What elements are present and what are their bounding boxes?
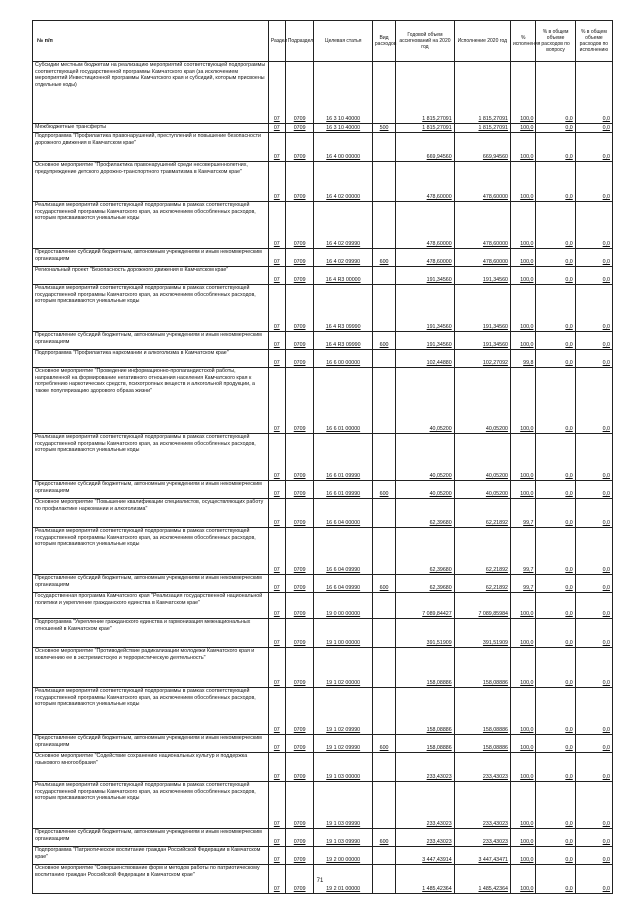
- row-share-fact: 0,0: [575, 688, 612, 735]
- row-target-article: 19 1 03 09990: [314, 782, 372, 829]
- row-plan: 158,08886: [396, 735, 454, 753]
- row-expense-type: 600: [372, 481, 395, 499]
- row-share-plan: 0,0: [536, 368, 575, 434]
- row-podrazdel: 0709: [285, 735, 314, 753]
- row-target-article: 19 0 00 00000: [314, 593, 372, 619]
- row-name: Межбюджетные трансферты: [33, 124, 269, 133]
- row-expense-type: [372, 782, 395, 829]
- row-name: Основное мероприятие "Противодействие радикализации молодежи Камчатского края и вовлечению ее в экстремистскую и террористическую деятельность": [33, 648, 269, 688]
- row-podrazdel: 0709: [285, 499, 314, 528]
- table-row: [33, 350, 613, 368]
- row-plan: 233,43023: [396, 782, 454, 829]
- row-percent: 100,0: [510, 249, 535, 267]
- row-fact: 40,05200: [454, 368, 510, 434]
- row-razdel: 07: [268, 865, 285, 894]
- table-row: [33, 267, 613, 285]
- row-target-article: 16 4 R3 09990: [314, 332, 372, 350]
- row-plan: 233,43023: [396, 829, 454, 847]
- row-razdel: 07: [268, 782, 285, 829]
- row-plan: 233,43023: [396, 753, 454, 782]
- row-percent: 99,7: [510, 499, 535, 528]
- row-target-article: 19 1 03 00000: [314, 753, 372, 782]
- row-share-fact: 0,0: [575, 62, 612, 124]
- row-share-fact: 0,0: [575, 434, 612, 481]
- row-share-plan: 0,0: [536, 350, 575, 368]
- row-fact: 191,34560: [454, 285, 510, 332]
- row-name: Региональный проект "Безопасность дорожного движения в Камчатском крае": [33, 267, 269, 285]
- table-row: [33, 162, 613, 202]
- row-plan: 40,05200: [396, 368, 454, 434]
- table-row: [33, 124, 613, 133]
- row-podrazdel: 0709: [285, 829, 314, 847]
- row-podrazdel: 0709: [285, 753, 314, 782]
- row-podrazdel: 0709: [285, 847, 314, 865]
- row-fact: 62,21892: [454, 528, 510, 575]
- row-expense-type: [372, 62, 395, 124]
- row-razdel: 07: [268, 124, 285, 133]
- row-fact: 40,05200: [454, 481, 510, 499]
- row-podrazdel: 0709: [285, 528, 314, 575]
- row-target-article: 16 6 04 09990: [314, 575, 372, 593]
- table-row: [33, 688, 613, 735]
- row-name: Реализация мероприятий соответствующей подпрограммы в рамках соответствующей государственной программы Камчатского края, за исключением обособленных расходов, которым присваиваются уникальные коды: [33, 688, 269, 735]
- row-percent: 100,0: [510, 124, 535, 133]
- row-razdel: 07: [268, 575, 285, 593]
- row-share-plan: 0,0: [536, 481, 575, 499]
- row-percent: 100,0: [510, 202, 535, 249]
- row-target-article: 16 3 10 40000: [314, 124, 372, 133]
- row-razdel: 07: [268, 499, 285, 528]
- row-podrazdel: 0709: [285, 249, 314, 267]
- header-share-fact: % в общем объеме расходов по исполнению: [575, 21, 612, 62]
- row-podrazdel: 0709: [285, 648, 314, 688]
- row-plan: 40,05200: [396, 434, 454, 481]
- row-expense-type: [372, 267, 395, 285]
- row-expense-type: [372, 619, 395, 648]
- row-razdel: 07: [268, 619, 285, 648]
- row-share-fact: 0,0: [575, 575, 612, 593]
- header-razdel: Раздел: [268, 21, 285, 62]
- row-share-fact: 0,0: [575, 124, 612, 133]
- table-row: [33, 434, 613, 481]
- row-name: Подпрограмма "Профилактика правонарушений, преступлений и повышение безопасности дорожного движения в Камчатском крае": [33, 133, 269, 162]
- row-percent: 100,0: [510, 847, 535, 865]
- row-target-article: 16 6 01 09990: [314, 481, 372, 499]
- row-percent: 100,0: [510, 332, 535, 350]
- row-plan: 478,60000: [396, 202, 454, 249]
- row-name: Основное мероприятие "Повышение квалификации специалистов, осуществляющих работу по профилактике наркомании и алкоголизма": [33, 499, 269, 528]
- document-page: [32, 20, 613, 894]
- row-percent: 100,0: [510, 753, 535, 782]
- row-fact: 669,94560: [454, 133, 510, 162]
- row-share-fact: 0,0: [575, 202, 612, 249]
- row-expense-type: [372, 648, 395, 688]
- row-podrazdel: 0709: [285, 619, 314, 648]
- row-podrazdel: 0709: [285, 202, 314, 249]
- row-expense-type: [372, 688, 395, 735]
- row-razdel: 07: [268, 593, 285, 619]
- row-name: Государственная программа Камчатского края "Реализация государственной национальной политики и укрепление гражданского единства в Камчатском крае": [33, 593, 269, 619]
- row-share-fact: 0,0: [575, 249, 612, 267]
- row-fact: 102,27092: [454, 350, 510, 368]
- row-expense-type: 600: [372, 332, 395, 350]
- header-csr: Целевая статья: [314, 21, 372, 62]
- row-percent: 100,0: [510, 782, 535, 829]
- table-row: [33, 753, 613, 782]
- table-row: [33, 648, 613, 688]
- row-fact: 158,08886: [454, 688, 510, 735]
- row-fact: 1 815,27091: [454, 124, 510, 133]
- row-razdel: 07: [268, 829, 285, 847]
- row-expense-type: [372, 528, 395, 575]
- row-razdel: 07: [268, 434, 285, 481]
- row-target-article: 19 1 03 09990: [314, 829, 372, 847]
- table-row: [33, 368, 613, 434]
- header-plan: Годовой объем ассигнований на 2020 год: [396, 21, 454, 62]
- row-plan: 102,44880: [396, 350, 454, 368]
- row-podrazdel: 0709: [285, 267, 314, 285]
- row-razdel: 07: [268, 62, 285, 124]
- table-row: [33, 575, 613, 593]
- row-razdel: 07: [268, 688, 285, 735]
- row-target-article: 16 4 00 00000: [314, 133, 372, 162]
- row-podrazdel: 0709: [285, 593, 314, 619]
- row-target-article: 19 2 00 00000: [314, 847, 372, 865]
- row-percent: 100,0: [510, 619, 535, 648]
- row-podrazdel: 0709: [285, 782, 314, 829]
- row-share-plan: 0,0: [536, 575, 575, 593]
- row-plan: 62,39680: [396, 499, 454, 528]
- row-share-plan: 0,0: [536, 865, 575, 894]
- row-share-fact: 0,0: [575, 593, 612, 619]
- row-plan: 191,34560: [396, 332, 454, 350]
- row-share-plan: 0,0: [536, 62, 575, 124]
- row-fact: 62,21892: [454, 575, 510, 593]
- row-fact: 478,60000: [454, 249, 510, 267]
- header-share-plan: % в общем объеме расходов по вопросу: [536, 21, 575, 62]
- table-row: [33, 847, 613, 865]
- row-expense-type: 600: [372, 249, 395, 267]
- row-name: Предоставление субсидий бюджетным, автономным учреждениям и иным некоммерческим организациям: [33, 735, 269, 753]
- row-target-article: 19 1 00 00000: [314, 619, 372, 648]
- row-share-plan: 0,0: [536, 782, 575, 829]
- row-share-plan: 0,0: [536, 332, 575, 350]
- row-razdel: 07: [268, 285, 285, 332]
- row-plan: 158,08886: [396, 648, 454, 688]
- row-podrazdel: 0709: [285, 434, 314, 481]
- row-expense-type: [372, 133, 395, 162]
- row-share-fact: 0,0: [575, 481, 612, 499]
- row-share-plan: 0,0: [536, 434, 575, 481]
- row-plan: 478,60000: [396, 249, 454, 267]
- row-percent: 100,0: [510, 735, 535, 753]
- table-row: [33, 332, 613, 350]
- row-razdel: 07: [268, 528, 285, 575]
- table-row: [33, 829, 613, 847]
- row-fact: 7 089,85984: [454, 593, 510, 619]
- table-row: [33, 528, 613, 575]
- row-share-plan: 0,0: [536, 528, 575, 575]
- row-plan: 669,94560: [396, 133, 454, 162]
- row-plan: 191,34560: [396, 285, 454, 332]
- row-fact: 3 447,43471: [454, 847, 510, 865]
- row-share-plan: 0,0: [536, 124, 575, 133]
- table-row: [33, 285, 613, 332]
- row-percent: 100,0: [510, 829, 535, 847]
- row-share-plan: 0,0: [536, 162, 575, 202]
- row-razdel: 07: [268, 735, 285, 753]
- row-share-fact: 0,0: [575, 162, 612, 202]
- row-name: Основное мероприятие "Совершенствование форм и методов работы по патриотическому воспитанию граждан Российской Федерации в Камчатском крае": [33, 865, 269, 894]
- row-expense-type: 500: [372, 124, 395, 133]
- row-percent: 100,0: [510, 481, 535, 499]
- row-expense-type: [372, 753, 395, 782]
- row-target-article: 16 6 04 09990: [314, 528, 372, 575]
- row-plan: 1 815,27091: [396, 62, 454, 124]
- row-expense-type: [372, 350, 395, 368]
- row-share-plan: 0,0: [536, 133, 575, 162]
- table-row: [33, 593, 613, 619]
- row-share-plan: 0,0: [536, 249, 575, 267]
- row-share-fact: 0,0: [575, 648, 612, 688]
- row-plan: 62,39680: [396, 528, 454, 575]
- row-target-article: 19 1 02 09990: [314, 688, 372, 735]
- row-podrazdel: 0709: [285, 124, 314, 133]
- row-percent: 100,0: [510, 285, 535, 332]
- row-fact: 191,34560: [454, 267, 510, 285]
- header-vr: Вид расходов: [372, 21, 395, 62]
- table-row: [33, 133, 613, 162]
- row-podrazdel: 0709: [285, 133, 314, 162]
- row-podrazdel: 0709: [285, 162, 314, 202]
- row-share-fact: 0,0: [575, 350, 612, 368]
- row-name: Реализация мероприятий соответствующей подпрограммы в рамках соответствующей государственной программы Камчатского края, за исключением обособленных расходов, которым присваиваются уникальные коды: [33, 285, 269, 332]
- row-fact: 1 485,42364: [454, 865, 510, 894]
- row-fact: 1 815,27091: [454, 62, 510, 124]
- row-podrazdel: 0709: [285, 481, 314, 499]
- row-share-plan: 0,0: [536, 267, 575, 285]
- row-razdel: 07: [268, 847, 285, 865]
- row-plan: 7 089,84427: [396, 593, 454, 619]
- row-share-plan: 0,0: [536, 202, 575, 249]
- row-plan: 3 447,43914: [396, 847, 454, 865]
- row-name: Реализация мероприятий соответствующей подпрограммы в рамках соответствующей государственной программы Камчатского края, за исключением обособленных расходов, которым присваиваются уникальные коды: [33, 528, 269, 575]
- row-fact: 233,43023: [454, 782, 510, 829]
- row-expense-type: [372, 162, 395, 202]
- row-name: Предоставление субсидий бюджетным, автономным учреждениям и иным некоммерческим организациям: [33, 829, 269, 847]
- header-podrazdel: Подраздел: [285, 21, 314, 62]
- row-expense-type: [372, 593, 395, 619]
- row-share-plan: 0,0: [536, 619, 575, 648]
- header-fact: Исполнение 2020 год: [454, 21, 510, 62]
- row-name: Субсидии местным бюджетам на реализацию мероприятий соответствующей подпрограммы соответствующей государственной программы Камчатского края (за исключением мероприятий Инвестиционной программы Камчатского края и субсидий, которым присвоены отдельные коды): [33, 62, 269, 124]
- row-expense-type: [372, 847, 395, 865]
- row-razdel: 07: [268, 133, 285, 162]
- row-share-plan: 0,0: [536, 499, 575, 528]
- row-target-article: 16 4 02 09990: [314, 249, 372, 267]
- row-share-fact: 0,0: [575, 782, 612, 829]
- row-percent: 99,7: [510, 528, 535, 575]
- row-razdel: 07: [268, 332, 285, 350]
- row-name: Реализация мероприятий соответствующей подпрограммы в рамках соответствующей государственной программы Камчатского края, за исключением обособленных расходов, которым присваиваются уникальные коды: [33, 434, 269, 481]
- row-fact: 191,34560: [454, 332, 510, 350]
- row-podrazdel: 0709: [285, 368, 314, 434]
- row-name: Реализация мероприятий соответствующей подпрограммы в рамках соответствующей государственной программы Камчатского края, за исключением обособленных расходов, которым присваиваются уникальные коды: [33, 202, 269, 249]
- header-pct: % исполнения: [510, 21, 535, 62]
- row-share-fact: 0,0: [575, 499, 612, 528]
- row-target-article: 16 6 01 00000: [314, 368, 372, 434]
- row-razdel: 07: [268, 162, 285, 202]
- row-target-article: 19 1 02 00000: [314, 648, 372, 688]
- row-plan: 1 485,42364: [396, 865, 454, 894]
- row-expense-type: 600: [372, 735, 395, 753]
- row-plan: 391,51909: [396, 619, 454, 648]
- row-fact: 391,51909: [454, 619, 510, 648]
- row-podrazdel: 0709: [285, 575, 314, 593]
- table-header-row: [33, 21, 613, 62]
- row-percent: 99,8: [510, 350, 535, 368]
- row-plan: 1 815,27091: [396, 124, 454, 133]
- row-name: Предоставление субсидий бюджетным, автономным учреждениям и иным некоммерческим организациям: [33, 481, 269, 499]
- table-row: [33, 499, 613, 528]
- row-fact: 233,43023: [454, 829, 510, 847]
- table-row: [33, 249, 613, 267]
- row-target-article: 16 6 01 09990: [314, 434, 372, 481]
- row-share-fact: 0,0: [575, 285, 612, 332]
- row-fact: 62,21892: [454, 499, 510, 528]
- header-no: № п/п: [33, 21, 269, 62]
- row-share-fact: 0,0: [575, 368, 612, 434]
- row-target-article: 16 4 R3 00000: [314, 267, 372, 285]
- row-percent: 100,0: [510, 434, 535, 481]
- row-razdel: 07: [268, 249, 285, 267]
- row-name: Реализация мероприятий соответствующей подпрограммы в рамках соответствующей государственной программы Камчатского края, за исключением обособленных расходов, которым присваиваются уникальные коды: [33, 782, 269, 829]
- row-plan: 158,08886: [396, 688, 454, 735]
- row-share-fact: 0,0: [575, 619, 612, 648]
- row-share-plan: 0,0: [536, 285, 575, 332]
- row-share-plan: 0,0: [536, 648, 575, 688]
- table-row: [33, 202, 613, 249]
- row-percent: 100,0: [510, 162, 535, 202]
- row-share-plan: 0,0: [536, 829, 575, 847]
- row-name: Подпрограмма "Укрепление гражданского единства и гармонизация межнациональных отношений в Камчатском крае": [33, 619, 269, 648]
- row-percent: 100,0: [510, 648, 535, 688]
- row-name: Основное мероприятие "Проведение информационно-пропагандистской работы, направленной на формирование негативного отношения населения Камчатского края к потреблению наркотических средств, психотропных веществ и алкогольной продукции, а также популяризацию здорового образа жизни": [33, 368, 269, 434]
- row-razdel: 07: [268, 202, 285, 249]
- row-name: Предоставление субсидий бюджетным, автономным учреждениям и иным некоммерческим организациям: [33, 575, 269, 593]
- row-percent: 100,0: [510, 688, 535, 735]
- row-share-plan: 0,0: [536, 688, 575, 735]
- row-expense-type: [372, 368, 395, 434]
- row-name: Основное мероприятие "Профилактика правонарушений среди несовершеннолетних, предупреждение детского дорожно-транспортного травматизма в Камчатском крае": [33, 162, 269, 202]
- row-target-article: 16 4 R3 09990: [314, 285, 372, 332]
- row-name: Основное мероприятие "Содействие сохранению национальных культур и поддержка языкового многообразия": [33, 753, 269, 782]
- row-share-fact: 0,0: [575, 847, 612, 865]
- row-share-fact: 0,0: [575, 133, 612, 162]
- row-percent: 100,0: [510, 267, 535, 285]
- row-name: Предоставление субсидий бюджетным, автономным учреждениям и иным некоммерческим организациям: [33, 332, 269, 350]
- table-row: [33, 782, 613, 829]
- row-percent: 100,0: [510, 62, 535, 124]
- row-razdel: 07: [268, 368, 285, 434]
- row-name: Подпрограмма "Профилактика наркомании и алкоголизма в Камчатском крае": [33, 350, 269, 368]
- row-razdel: 07: [268, 753, 285, 782]
- row-fact: 478,60000: [454, 202, 510, 249]
- row-share-plan: 0,0: [536, 847, 575, 865]
- row-fact: 233,43023: [454, 753, 510, 782]
- row-target-article: 19 2 01 00000: [314, 865, 372, 894]
- row-fact: 40,05200: [454, 434, 510, 481]
- row-razdel: 07: [268, 267, 285, 285]
- row-share-fact: 0,0: [575, 753, 612, 782]
- row-percent: 100,0: [510, 368, 535, 434]
- page-number: 71: [316, 878, 324, 884]
- row-expense-type: 600: [372, 829, 395, 847]
- row-plan: 62,39680: [396, 575, 454, 593]
- row-name: Подпрограмма "Патриотическое воспитание граждан Российской Федерации в Камчатском крае": [33, 847, 269, 865]
- row-podrazdel: 0709: [285, 285, 314, 332]
- row-razdel: 07: [268, 481, 285, 499]
- row-percent: 100,0: [510, 865, 535, 894]
- row-expense-type: [372, 202, 395, 249]
- row-target-article: 16 4 02 00000: [314, 162, 372, 202]
- row-podrazdel: 0709: [285, 62, 314, 124]
- row-share-fact: 0,0: [575, 829, 612, 847]
- table-row: [33, 481, 613, 499]
- row-podrazdel: 0709: [285, 688, 314, 735]
- row-target-article: 16 6 04 00000: [314, 499, 372, 528]
- row-target-article: 16 3 10 40000: [314, 62, 372, 124]
- row-razdel: 07: [268, 648, 285, 688]
- row-percent: 100,0: [510, 133, 535, 162]
- row-expense-type: 600: [372, 575, 395, 593]
- row-plan: 40,05200: [396, 481, 454, 499]
- budget-table: [32, 20, 613, 894]
- row-podrazdel: 0709: [285, 350, 314, 368]
- row-fact: 158,08886: [454, 648, 510, 688]
- row-podrazdel: 0709: [285, 865, 314, 894]
- row-name: Предоставление субсидий бюджетным, автономным учреждениям и иным некоммерческим организациям: [33, 249, 269, 267]
- row-target-article: 19 1 02 09990: [314, 735, 372, 753]
- row-percent: 100,0: [510, 593, 535, 619]
- row-target-article: 16 6 00 00000: [314, 350, 372, 368]
- table-row: [33, 619, 613, 648]
- table-row: [33, 62, 613, 124]
- row-share-fact: 0,0: [575, 332, 612, 350]
- row-share-fact: 0,0: [575, 267, 612, 285]
- table-row: [33, 735, 613, 753]
- row-share-fact: 0,0: [575, 865, 612, 894]
- row-expense-type: [372, 434, 395, 481]
- row-percent: 99,7: [510, 575, 535, 593]
- row-expense-type: [372, 499, 395, 528]
- row-plan: 191,34560: [396, 267, 454, 285]
- row-podrazdel: 0709: [285, 332, 314, 350]
- row-share-plan: 0,0: [536, 593, 575, 619]
- row-share-plan: 0,0: [536, 753, 575, 782]
- row-plan: 478,60000: [396, 162, 454, 202]
- row-share-fact: 0,0: [575, 735, 612, 753]
- row-razdel: 07: [268, 350, 285, 368]
- row-fact: 478,60000: [454, 162, 510, 202]
- row-target-article: 16 4 02 09990: [314, 202, 372, 249]
- row-fact: 158,08886: [454, 735, 510, 753]
- row-share-fact: 0,0: [575, 528, 612, 575]
- row-expense-type: [372, 285, 395, 332]
- row-share-plan: 0,0: [536, 735, 575, 753]
